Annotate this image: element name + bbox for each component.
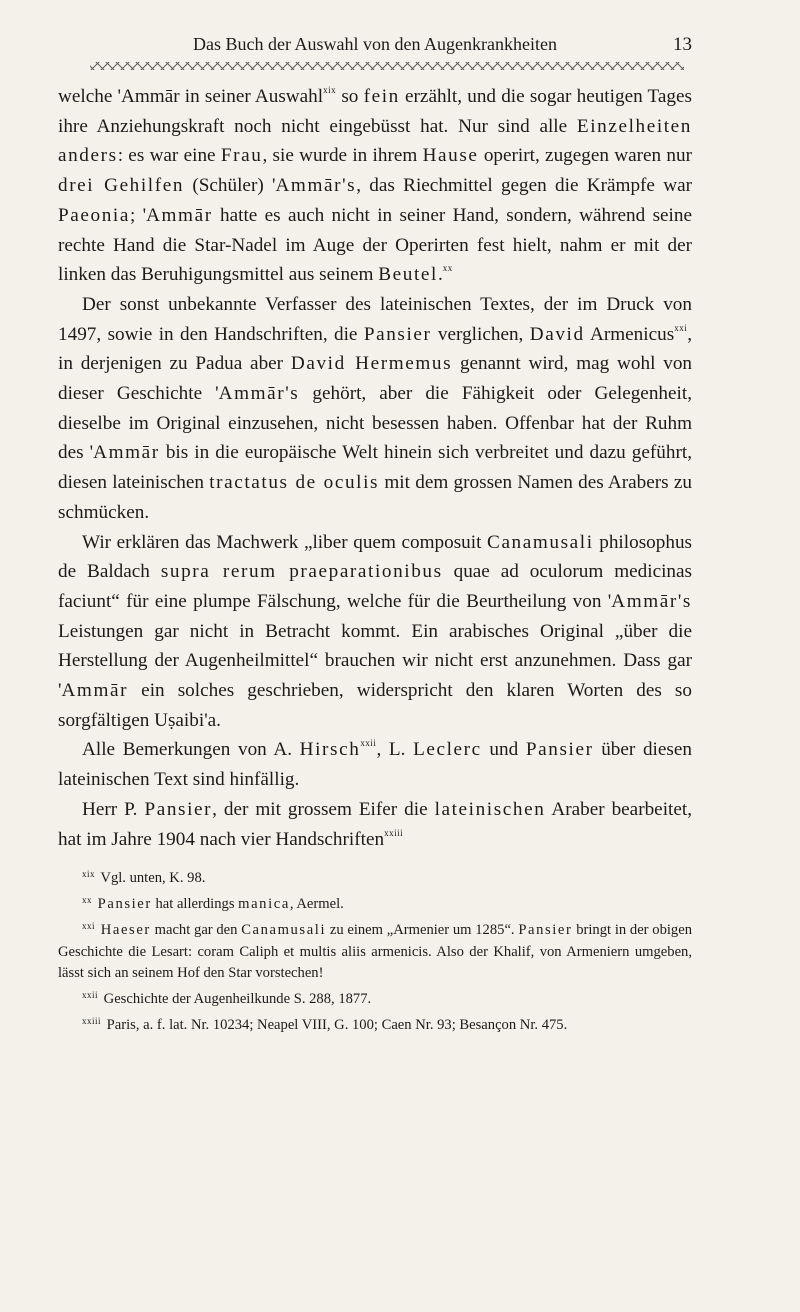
text-run: Armenicus: [584, 323, 675, 345]
text-run: (Schüler) ': [184, 175, 276, 197]
spaced-text: Pansier: [363, 323, 432, 345]
text-run: , das Riechmittel gegen die Krämpfe war: [356, 175, 692, 197]
text-run: , L.: [376, 739, 414, 761]
text-run: Alle Bemerkungen von A.: [82, 739, 300, 761]
text-run: so: [336, 86, 364, 107]
text-run: .: [437, 264, 443, 286]
spaced-text: Pansier: [97, 896, 152, 913]
paragraph: [58, 735, 692, 794]
paragraph: [58, 82, 692, 290]
spaced-text: Haeser: [100, 921, 151, 938]
text-run: bringt in der obigen Geschichte die Lesart: coram Caliph et multis aliis armenicis. Also der Khalif, von Armeniern umgeben, lässt sich an seinem Hof den Star vorstechen!: [58, 921, 692, 982]
spaced-text: Hause: [422, 145, 479, 167]
spaced-text: drei Gehilfen: [58, 175, 185, 197]
text-run: , Aermel.: [289, 896, 344, 913]
text-run: hatte es auch nicht in seiner Hand, sondern, während seine rechte Hand die Star-Nadel im Auge der Operirten fest hielt, nahm er mit der linken das Beruhigungsmittel aus seinem: [58, 204, 692, 286]
text-run: Vgl. unten, K. 98.: [97, 870, 206, 887]
spaced-text: Pansier: [518, 921, 573, 938]
spaced-text: David Hermemus: [290, 353, 453, 375]
text-run: Der sonst unbekannte Verfasser des lateinischen Textes, der im Druck von 1497, sowie in den Handschriften, die: [58, 293, 692, 345]
footnote-mark: xxii: [82, 990, 99, 1001]
paragraph: [58, 290, 692, 528]
footnote: [58, 890, 692, 916]
text-run: gehört, aber die Fähigkeit oder Gelegenheit, dieselbe im Original einzusehen, nicht besessen haben. Offenbar hat der Ruhm des ': [58, 383, 692, 464]
main-text: [58, 82, 692, 854]
text-run: zu einem „Armenier um 1285“.: [326, 921, 519, 938]
spaced-text: Ammār's: [611, 590, 692, 612]
spaced-text: Leclerc: [413, 739, 482, 761]
spaced-text: Einzelheiten anders: [58, 115, 692, 167]
text-run: , sie wurde in ihrem: [262, 145, 423, 167]
text-run: Araber bearbeitet, hat im Jahre 1904 nach vier Handschriften: [58, 798, 692, 850]
text-run: mit dem grossen Namen des Arabers zu schmücken.: [58, 472, 692, 523]
paragraph: [58, 795, 692, 854]
paragraph: [58, 528, 692, 736]
spaced-text: lateinischen: [434, 798, 546, 820]
footnote-mark: xix: [82, 869, 96, 880]
text-run: über diesen lateinischen Text sind hinfällig.: [58, 739, 692, 791]
text-run: , in derjenigen zu Padua aber: [58, 323, 692, 375]
footnote-ref: xxii: [360, 738, 377, 749]
text-run: und: [481, 739, 526, 761]
wavy-rule: [90, 62, 684, 70]
running-title: Das Buch der Auswahl von den Augenkrankheiten: [193, 34, 557, 54]
spaced-text: Paeonia: [58, 204, 130, 226]
text-run: Herr P.: [82, 798, 145, 820]
text-run: genannt wird, mag wohl von dieser Geschichte ': [58, 353, 693, 405]
text-run: : es war eine: [117, 145, 221, 167]
spaced-text: Ammār: [61, 680, 129, 702]
text-run: philosophus de Baldach: [58, 531, 693, 583]
spaced-text: Ammār: [146, 204, 213, 226]
spaced-text: Ammār: [93, 442, 160, 464]
footnotes: [58, 864, 692, 1037]
text-run: welche 'Ammār in seiner Auswahl: [58, 86, 324, 107]
text-run: ; ': [129, 204, 147, 226]
spaced-text: supra rerum praeparationibus: [160, 561, 443, 583]
text-run: macht gar den: [150, 921, 242, 938]
footnote-mark: xxiii: [82, 1016, 102, 1027]
text-run: Paris, a. f. lat. Nr. 10234; Neapel VIII, G. 100; Caen Nr. 93; Besançon Nr. 475.: [103, 1017, 568, 1034]
text-run: operirt, zugegen waren nur: [478, 145, 692, 167]
text-run: bis in die europäische Welt hinein sich verbreitet und dazu geführt, diesen lateinischen: [58, 442, 692, 494]
text-run: , der mit grossem Eifer die: [212, 798, 435, 820]
spaced-text: Hirsch: [299, 739, 361, 761]
footnote: [58, 916, 692, 985]
spaced-text: Pansier: [144, 798, 213, 820]
spaced-text: tractatus de oculis: [209, 472, 380, 494]
spaced-text: Ammār's: [275, 175, 357, 197]
text-run: quae ad oculorum medicinas faciunt“ für eine plumpe Fälschung, welche für die Beurtheilung von ': [58, 561, 692, 612]
spaced-text: Ammār's: [218, 383, 300, 405]
spaced-text: Canamusali: [241, 921, 327, 938]
footnote: [58, 985, 692, 1011]
footnote: [58, 1011, 692, 1037]
spaced-text: fein: [363, 86, 400, 107]
footnote-ref: xix: [323, 85, 337, 95]
footnote-mark: xx: [82, 895, 92, 906]
spaced-text: Frau: [220, 145, 263, 167]
spaced-text: Pansier: [525, 739, 594, 761]
footnote-ref: xx: [442, 263, 453, 274]
text-run: Leistungen gar nicht in Betracht kommt. Ein arabisches Original „über die Herstellung der Augenheilmittel“ brauchen wir nicht erst anzunehmen. Dass gar ': [58, 620, 692, 702]
footnote-ref: xxiii: [384, 827, 404, 838]
text-run: erzählt, und die sogar heutigen Tages ihre Anziehungskraft noch nicht eingebüsst hat. Nur sind alle: [58, 86, 693, 137]
text-run: ein solches geschrieben, widerspricht den klaren Worten des so sorgfältigen Uṣaibi'a.: [58, 680, 692, 731]
text-run: verglichen,: [431, 323, 530, 345]
spaced-text: Canamusali: [487, 531, 594, 553]
footnote-mark: xxi: [82, 920, 96, 931]
text-run: Wir erklären das Machwerk „liber quem composuit: [82, 531, 488, 553]
spaced-text: manica: [238, 896, 290, 913]
running-header: [58, 34, 692, 62]
text-run: Geschichte der Augenheilkunde S. 288, 1877.: [100, 991, 372, 1008]
footnote: [58, 864, 692, 890]
text-run: hat allerdings: [151, 896, 239, 913]
spaced-text: Beutel: [378, 264, 438, 286]
book-page: [58, 34, 692, 1037]
footnote-ref: xxi: [674, 322, 688, 333]
spaced-text: David: [529, 323, 585, 345]
page-number: 13: [673, 34, 692, 55]
